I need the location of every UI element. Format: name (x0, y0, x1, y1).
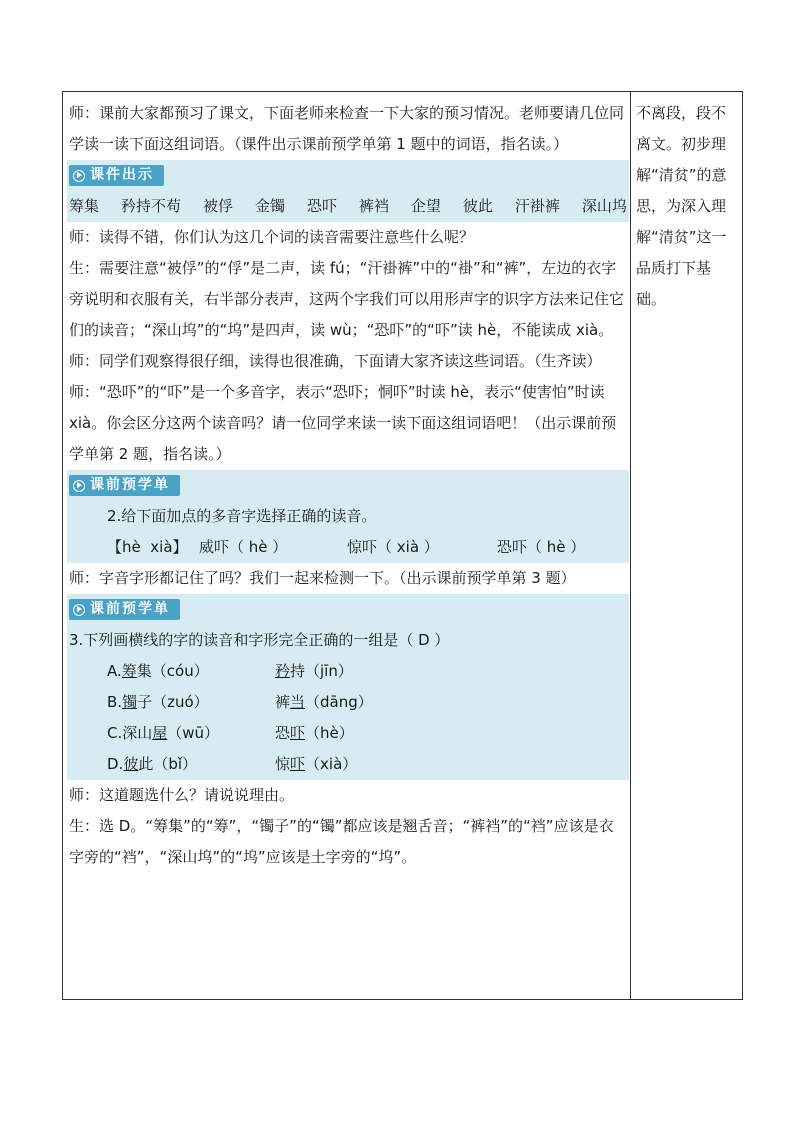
word-item: 筹集 (69, 197, 100, 215)
question-2-title: 2.给下面加点的多音字选择正确的读音。 (107, 507, 377, 525)
option-pinyin: 【hè xià】 (107, 538, 188, 556)
teacher-paragraph-2: 师：读得不错，你们认为这几个词的读音需要注意些什么呢？ (69, 228, 475, 246)
main-column (69, 98, 627, 873)
question-3-title: 3.下列画横线的字的读音和字形完全正确的一组是（ D ） (69, 631, 450, 649)
preview-tag-1: 课前预学单 (69, 475, 180, 496)
teacher-paragraph-3: 师：同学们观察得很仔细，读得也很准确，下面请大家齐读这些词语。（生齐读） (69, 352, 602, 370)
question-3-box (67, 625, 629, 780)
play-icon (73, 604, 85, 616)
preview-band-2 (67, 594, 629, 625)
question-3-option: C.深山屋（wū） 恐吓（hè） (107, 724, 354, 742)
word-item: 深山坞 (581, 197, 627, 215)
word-item: 裤裆 (358, 197, 389, 215)
option-item: 惊吓（ xià ） (347, 538, 439, 556)
word-item: 汗褂裤 (514, 197, 560, 215)
question-3-option: A.筹集（cóu） 矜持（jīn） (107, 662, 353, 680)
word-list (67, 191, 629, 222)
student-paragraph-1: 生：需要注意“被俘”的“俘”是二声，读 fú；“汗褂裤”中的“褂”和“裤”，左边的衣字旁说明和衣服有关，右半部分表声，这两个字我们可以用形声字的识字方法来记住它们的读音；“深山坞”的“坞”是四声，读 wù；“恐吓”的“吓”读 hè，不能读成 xià。 (69, 259, 625, 339)
courseware-tag: 课件出示 (69, 165, 164, 186)
word-item: 企望 (410, 197, 441, 215)
play-icon (73, 170, 85, 182)
courseware-band (67, 160, 629, 191)
teacher-paragraph-1: 师：课前大家都预习了课文，下面老师来检查一下大家的预习情况。老师要请几位同学读一读下面这组词语。（课件出示课前预学单第 1 题中的词语，指名读。） (69, 104, 625, 153)
teacher-paragraph-5: 师：字音字形都记住了吗？我们一起来检测一下。（出示课前预学单第 3 题） (69, 569, 576, 587)
column-divider (630, 92, 631, 999)
word-item: 金镯 (254, 197, 285, 215)
student-paragraph-2: 生：选 D。“筹集”的“筹”，“镯子”的“镯”都应该是翘舌音；“裤裆”的“裆”应该是衣字旁的“裆”，“深山坞”的“坞”应该是土字旁的“坞”。 (69, 817, 614, 866)
question-3-option: D.彼此（bǐ） 惊吓（xià） (107, 755, 358, 773)
question-2-box (67, 501, 629, 563)
play-icon (73, 480, 85, 492)
teacher-paragraph-4: 师：“恐吓”的“吓”是一个多音字，表示“恐吓；恫吓”时读 hè，表示“使害怕”时读 xià。你会区分这两个读音吗？请一位同学来读一读下面这组词语吧！（出示课前预学单第 2 题，指名读。） (69, 383, 617, 463)
word-item: 恐吓 (306, 197, 337, 215)
design-note: 不离段，段不离文。初步理解“清贫”的意思，为深入理解“清贫”这一品质打下基础。 (636, 104, 727, 308)
question-2-options (69, 532, 627, 563)
word-item: 彼此 (462, 197, 493, 215)
option-item: 威吓（ hè ） (199, 538, 288, 556)
word-item: 矜持不苟 (120, 197, 181, 215)
preview-band-1 (67, 470, 629, 501)
word-item: 被俘 (202, 197, 233, 215)
lesson-table (62, 91, 743, 1000)
side-note-column (636, 98, 740, 315)
teacher-paragraph-6: 师：这道题选什么？请说说理由。 (69, 786, 295, 804)
option-item: 恐吓（ hè ） (497, 538, 586, 556)
preview-tag-2: 课前预学单 (69, 599, 180, 620)
question-3-option: B.镯子（zuó） 裤当（dāng） (107, 693, 373, 711)
